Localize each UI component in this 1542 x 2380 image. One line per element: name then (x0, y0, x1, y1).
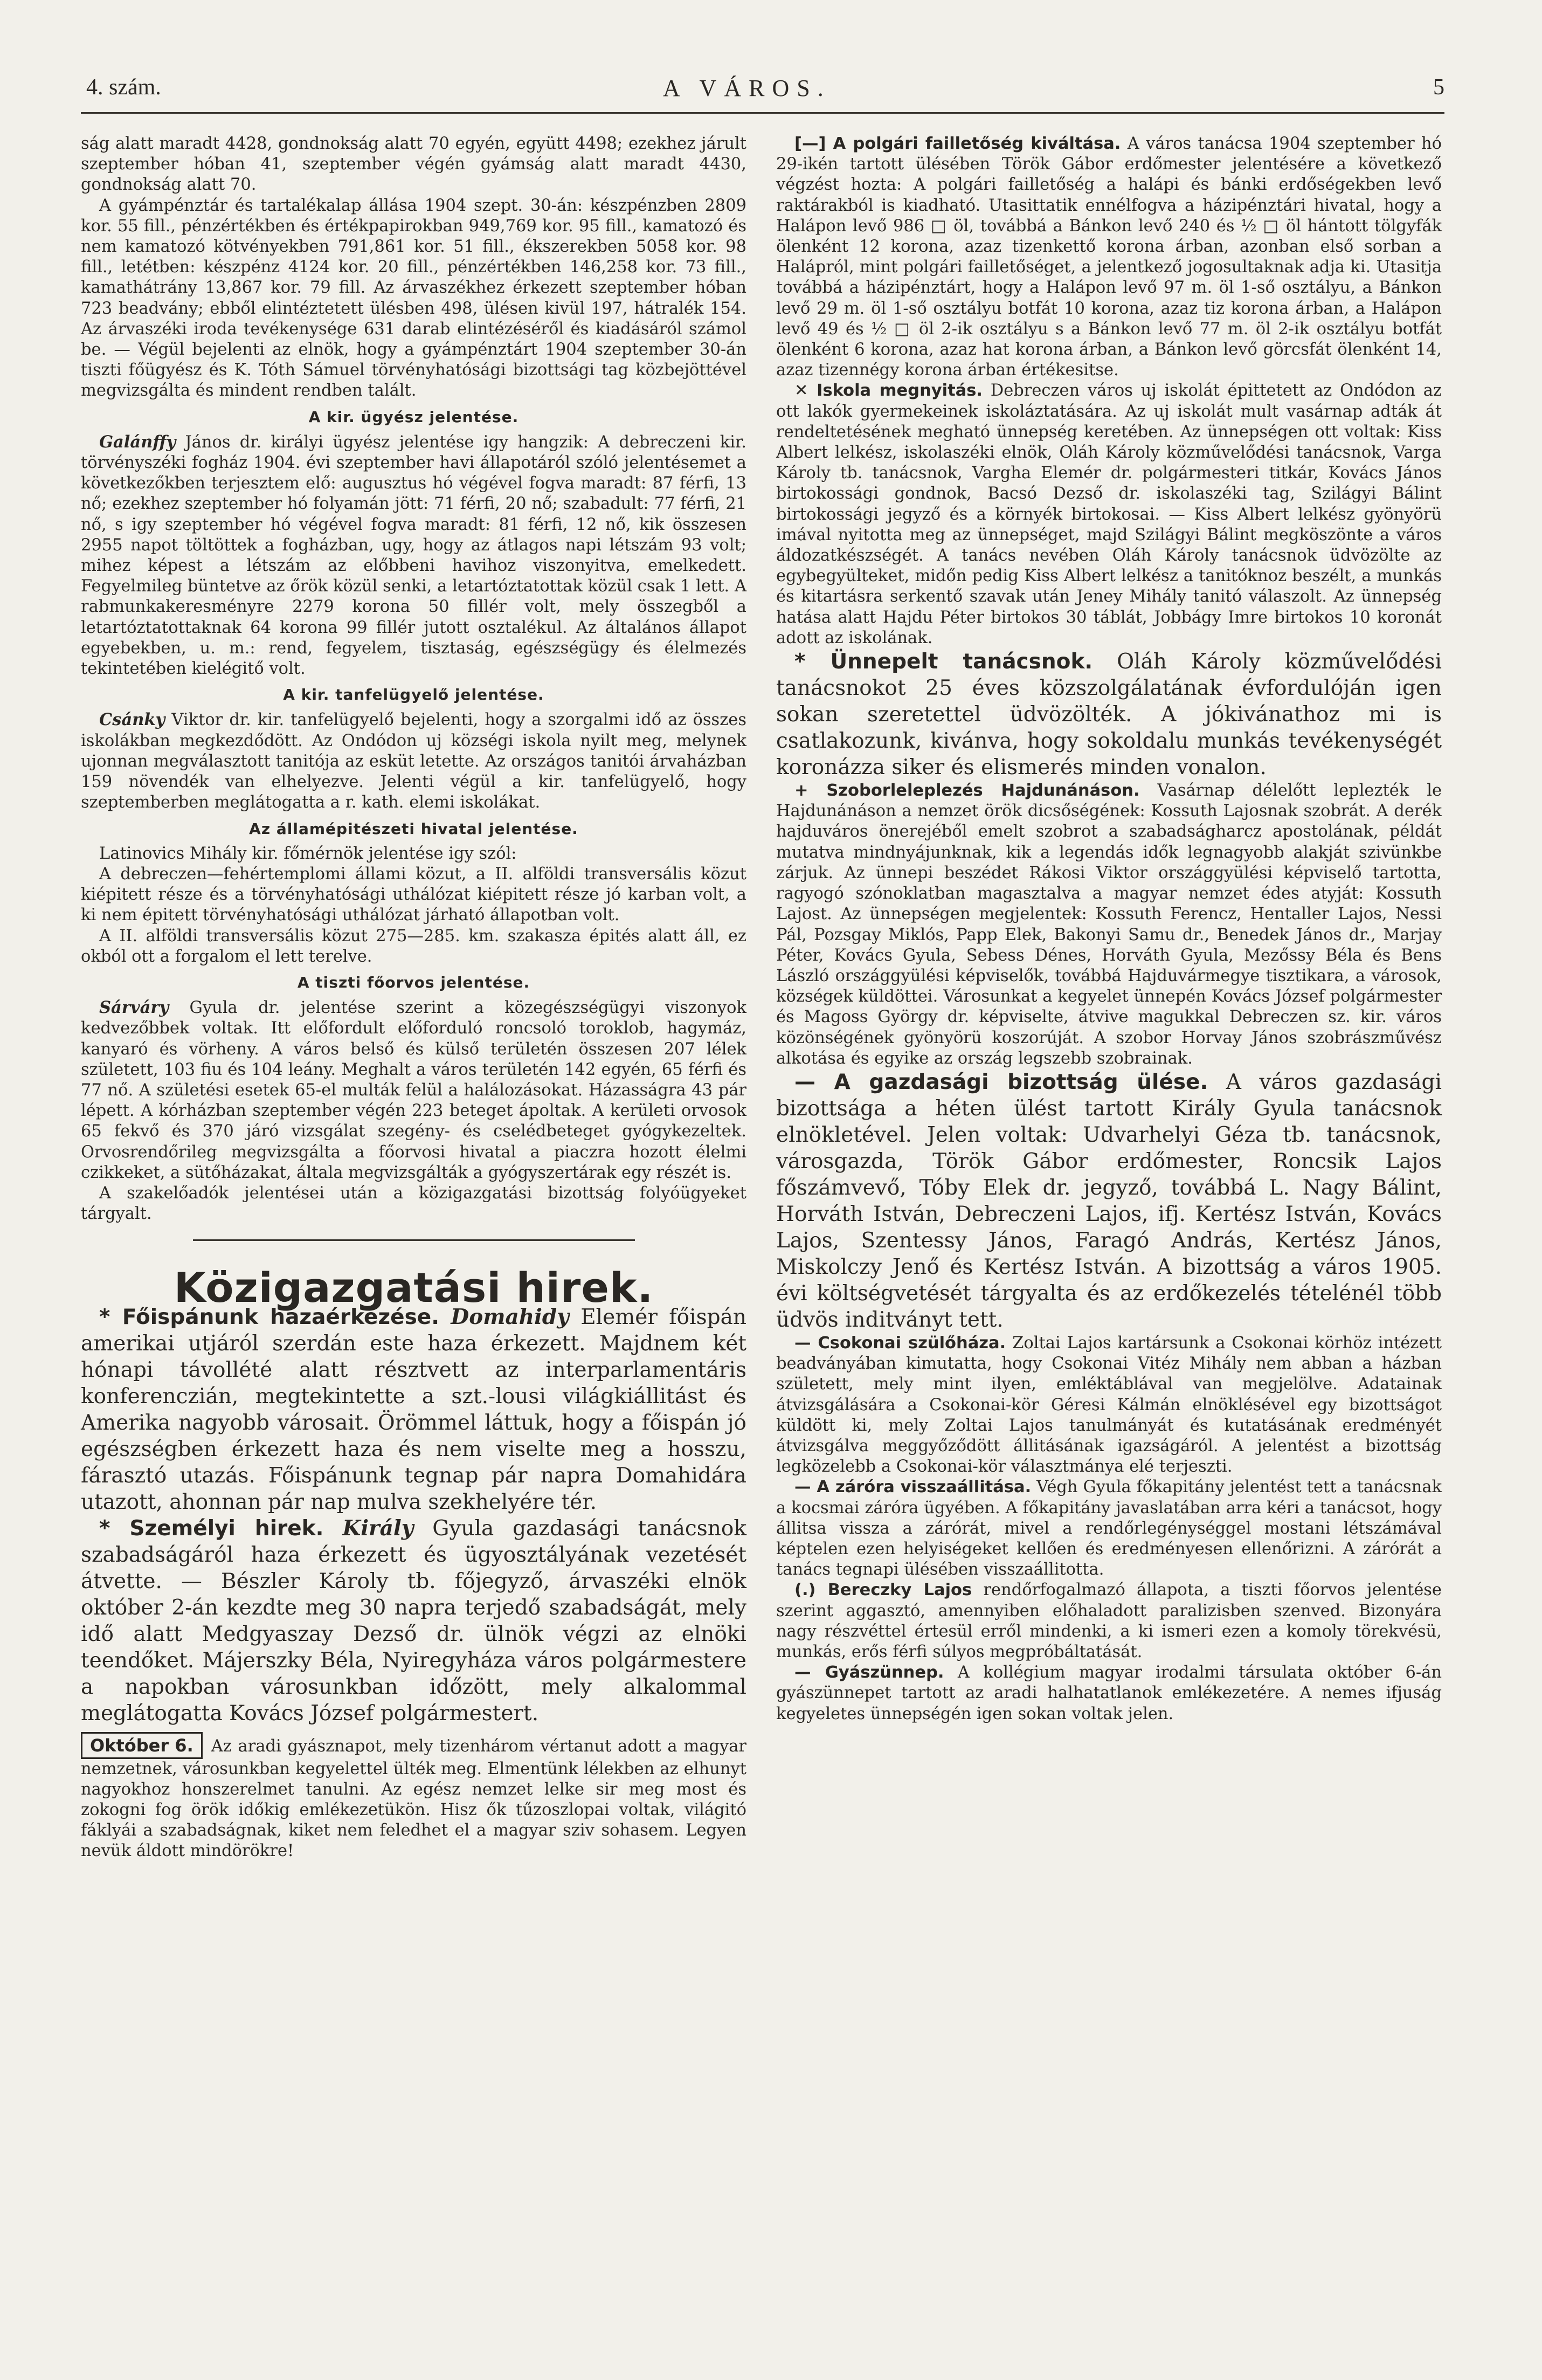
item-heading: * Főispánunk hazaérkezése. (99, 1305, 440, 1329)
section-heading: A tiszti főorvos jelentése. (297, 973, 530, 991)
paragraph (776, 1069, 1442, 1333)
right-column (776, 134, 1442, 1724)
paragraph-text: rendőrfogalmazó állapota, a tiszti főorvos jelentése szerint aggasztó, amennyiben előhaladott paralizisben szenved. Bizonyára nagy részvéttel értesül erről mindenki, a ki ismeri ezen a komoly törekvésü, munkás, erős férfi súlyos megpróbáltatását. (776, 1581, 1442, 1661)
masthead-title: A VÁROS. (663, 75, 831, 101)
paragraph (776, 649, 1442, 781)
paragraph: A szakelőadók jelentései után a közigazgatási bizottság folyóügyeket tárgyalt. (81, 1183, 746, 1224)
paragraph (81, 1515, 746, 1727)
divider (193, 1239, 635, 1241)
paragraph-text: János dr. királyi ügyész jelentése igy hangzik: A debreczeni kir. törvényszéki fogház 1904. évi szeptember havi állapotáról szóló jelentésemet a következőkben terjesztem elő: augusztus hó végével fogva maradt: 87 férfi, 13 nő; ezekhez szeptember hó folyamán jött: 71 férfi, 20 nő; szabadult: 77 férfi, 21 nő, s igy szeptember hó végével fogva maradt: 81 férfi, 12 nő, kik összesen 2955 napot töltöttek a fogházban, ugy, hogy az átlagos napi létszám 93 volt; mihez képest a létszám az előbbeni havihoz viszonyitva, emelkedett. Fegyelmileg büntetve az őrök közül senki, a letartóztatottak közül csak 1 lett. A rabmunkakeresményre 2279 korona 50 fillér volt, mely összegből a letartóztatottaknak 64 korona 99 fillér jutott osztalékul. Az általános állapot egyebekben, u. m.: rend, fegyelem, tisztaság, egészségügy és élelmezés tekintetében kielégitő volt. (81, 432, 746, 679)
paragraph-text: Elemér főispán amerikai utjáról szerdán este haza érkezett. Majdnem két hónapi távollété alatt résztvett az interparlamentáris konferenczián, megtekintette a szt.-lousi világkiállitást és Amerika nagyobb városait. Örömmel láttuk, hogy a főispán jó egészségben érkezett haza és nem viselte meg a hosszu, fárasztó utazás. Főispánunk tegnap pár napra Domahidára utazott, ahonnan pár nap mulva szekhelyére tér. (81, 1305, 746, 1514)
paragraph (776, 781, 1442, 1069)
item-heading: + Szoborleleplezés Hajdunánáson. (794, 781, 1140, 801)
paragraph-text: Debreczen város uj iskolát épittetett az Ondódon az ott lakók gyermekeinek iskoláztatására. Az uj iskolát mult vasárnap adták át rendeltetésének megható ünnepség keretében. Az ünnepségen ott voltak: Kiss Albert lelkész, iskolaszéki elnök, Oláh Károly közművelődési tanácsnok, Varga Károly tb. tanácsnok, Vargha Elemér dr. polgármesteri titkár, Kovács János birtokossági gondnok, Bacsó Dezső dr. iskolaszéki tag, Szilágyi Bálint birtokossági jegyző és a környék birtokosai. — Kiss Albert lelkész gyönyörü imával nyitotta meg az ünnepséget, majd Szilágyi Bálint megköszönte a város áldozatkészségét. A tanács nevében Oláh Károly tanácsnok üdvözölte az egybegyülteket, midőn pedig Kiss Albert lelkész a tanitóknoz beszélt, a munkás és kitartásra serkentő szavak után Jeney Mihály tanitó válaszolt. Az ünnepség hatása alatt Hajdu Péter birtokos 30 táblát, Jobbágy Imre birtokos 10 koronát adott az iskolának. (776, 381, 1442, 647)
paragraph-text: A város gazdasági bizottsága a héten ülést tartott Király Gyula tanácsnok elnökletével. Jelen voltak: Udvarhelyi Géza tb. tanácsnok, városgazda, Török Gábor erdőmester, Roncsik Lajos főszámvevő, Tóby Elek dr. jegyző, továbbá L. Nagy Bálint, Horváth István, Debreczeni Lajos, ifj. Kertész István, Kovács Lajos, Szentessy János, Faragó András, Kertész János, Miskolczy Jenő és Kertész István. A bizottság a város 1905. évi költségvetését tárgyalta és az erdőkezelés tételénél több üdvös inditványt tett. (776, 1070, 1442, 1332)
section-heading: A kir. tanfelügyelő jelentése. (283, 686, 544, 704)
paragraph: A debreczen—fehértemplomi állami közut, a II. alföldi transversális közut kiépitett része és a törvényhatósági uthálózat kiépitett része jó karban volt, a ki nem épitett törvényhatósági uthálózat járható állapotban volt. (81, 864, 746, 925)
name: Domahidy (451, 1304, 569, 1329)
paragraph (776, 134, 1442, 381)
section-title: Közigazgatási hirek. (174, 1264, 654, 1312)
paragraph-text: Végh Gyula főkapitány jelentést tett a tanácsnak a kocsmai záróra ügyében. A főkapitány javaslatában arra kéri a tanácsot, hogy állitsa vissza a zárórát, mivel a rendőrlegénységgel mostani létszámával képtelen ezen helyiségeket kellően és eredményesen ellenőrizni. A zárórát a tanács tegnapi ülésében visszaállitotta. (776, 1478, 1442, 1579)
section-heading: A kir. ügyész jelentése. (308, 408, 519, 426)
item-heading: * Személyi hirek. (99, 1516, 324, 1541)
item-heading: * Ünnepelt tanácsnok. (794, 650, 1093, 674)
page-header (81, 74, 1444, 112)
item-heading: — Gyászünnep. (794, 1663, 944, 1682)
name: Galánffy (99, 432, 176, 452)
paragraph-text: Az aradi gyásznapot, mely tizenhárom vértanut adott a magyar nemzetnek, városunkban kegyelettel ülték meg. Elmentünk lélekben az elhunyt nagyokhoz honszerelmet tanulni. Az egész nemzet lelke sir meg most és zokogni fog örök időkig emlékezetükön. Hisz ők tűzoszlopai voltak, világitó fáklyái a szabadságnak, kiket nem feledhet el a magyar sziv sohasem. Legyen nevük áldott mindörökre! (81, 1736, 746, 1861)
item-heading: — A gazdasági bizottság ülése. (794, 1070, 1208, 1094)
issue-number: 4. szám. (86, 75, 161, 100)
paragraph: ság alatt maradt 4428, gondnokság alatt 70 egyén, együtt 4498; ezekhez járult szeptember hóban 41, szeptember végén gyámság alatt maradt 4430, gondnokság alatt 70. (81, 134, 746, 195)
item-heading: — A záróra visszaállitása. (794, 1478, 1032, 1497)
page-number: 5 (1433, 75, 1444, 100)
left-column (81, 134, 746, 1862)
paragraph-text: A kollégium magyar irodalmi társulata október 6-án gyászünnepet tartott az aradi halhatatlanok emlékezetére. A nemes ifjuság kegyeletes ünnepségén igen sokan voltak jelen. (776, 1663, 1442, 1723)
paragraph: Latinovics Mihály kir. főmérnök jelentése igy szól: (99, 844, 517, 863)
item-heading: [—] A polgári failletőség kiváltása. (794, 134, 1121, 153)
section-heading: Az államépitészeti hivatal jelentése. (249, 819, 578, 838)
paragraph-text: A város tanácsa 1904 szeptember hó 29-ikén tartott ülésében Török Gábor erdőmester jelentésére a következő végzést hozta: A polgári failletőség a halápi és bánki erdőségekben levő raktárakból is kiadható. Utasittatik ennélfogva a házipénztári hivatal, hogy a Halápon levő 986 □ öl, továbbá a Bánkon levő 240 és ½ □ öl hántott tölgyfák ölenként 12 korona, azaz tizenkettő korona árban, azonban első sorban a Halápról, mint polgári failletőséget, a jelentkező jogosultaknak adja ki. Utasitja továbbá a házipénztárt, hogy a Halápon levő 97 m. öl 1-ső osztályu, a Bánkon levő 29 m. öl 1-ső osztályu botfát 10 korona, azaz tiz korona árban, a Halápon levő 49 és ½ □ öl 2-ik osztályu s a Bánkon levő 77 m. öl 2-ik osztályu botfát ölenként 6 korona, azaz hat korona árban, a Bánkon levő görcsfát ölenként 14, azaz tizennégy korona árban értékesitse. (776, 134, 1442, 380)
paragraph (776, 1662, 1442, 1724)
name: Csánky (99, 710, 165, 730)
paragraph (776, 1580, 1442, 1662)
name: Sárváry (99, 998, 169, 1018)
paragraph (776, 1333, 1442, 1477)
item-heading: — Csokonai szülőháza. (794, 1333, 1006, 1353)
paragraph-text: Viktor dr. kir. tanfelügyelő bejelenti, hogy a szorgalmi idő az összes iskolákban megkezdődött. Az Ondódon uj községi iskola nyilt meg, melynek ujonnan megválasztott tanitója az esküt letette. Az országos tanitói árvaházban 159 növendék van elhelyezve. Jelenti végül a kir. tanfelügyelő, hogy szeptemberben meglátogatta a r. kath. elemi iskolákat. (81, 710, 746, 812)
paragraph (81, 997, 746, 1183)
paragraph (81, 1732, 746, 1862)
paragraph (81, 432, 746, 679)
paragraph-text: Gyula gazdasági tanácsnok szabadságáról haza érkezett és ügyosztályának vezetését átvette. — Bészler Károly tb. főjegyző, árvaszéki elnök október 2-án kezdte meg 30 napra terjedő szabadságát, mely idő alatt Medgyaszay Dezső dr. ülnök végzi az elnöki teendőket. Májerszky Béla, Nyiregyháza város polgármestere a napokban városunkban időzött, mely alkalommal meglátogatta Kovács József polgármestert. (81, 1516, 746, 1726)
paragraph (81, 709, 746, 813)
name: Király (342, 1515, 414, 1541)
paragraph-text: Oláh Károly közművelődési tanácsnokot 25 éves közszolgálatának évfordulóján igen sokan szeretettel üdvözölték. A jókivánathoz mi is csatlakozunk, kivánva, hogy sokoldalu munkás tevékenységét koronázza siker és elismerés minden vonalon. (776, 650, 1442, 780)
paragraph (81, 1304, 746, 1515)
date-box: Október 6. (81, 1732, 203, 1759)
paragraph: A II. alföldi transversális közut 275—285. km. szakasza épités alatt áll, ez okból ott a forgalom el lett terelve. (81, 926, 746, 966)
header-rule (81, 112, 1444, 114)
item-heading: ✕ Iskola megnyitás. (794, 381, 983, 401)
paragraph (776, 381, 1442, 649)
paragraph-text: Vasárnap délelőtt leplezték le Hajdunánáson a nemzet örök dicsőségének: Kossuth Lajosnak szobrát. A derék hajduváros önerejéből emelt szobrot a szabadságharcz apostolának, példát mutatva mindnyájunknak, kik a legendás idők legnagyobb alakját szivünkbe zárjuk. Az ünnepi beszédet Rákosi Viktor országgyülési képviselő tartotta, ragyogó szónoklatban magasztalva a magyar nemzet édes atyját: Kossuth Lajost. Az ünnepségen megjelentek: Kossuth Ferencz, Hentaller Lajos, Nessi Pál, Pozsgay Miklós, Papp Elek, Bakonyi Samu dr., Benedek János dr., Marjay Péter, Kovács Gyula, Sebess Dénes, Horváth Gyula, Mezőssy Béla és Bens László országgyülési képviselők, továbbá Hajduvármegye tisztikara, a városok, községek küldöttei. Városunkat a kegyelet ünnepén Kovács József polgármester és Magoss György dr. képviselte, átvive magukkal Debreczen sz. kir. város közönségének gyönyörü koszorúját. A szobor Horvay János szobrászművész alkotása és egyike az ország legszebb szobrainak. (776, 781, 1442, 1068)
paragraph-text: Gyula dr. jelentése szerint a közegészségügyi viszonyok kedvezőbbek voltak. Itt előfordult előforduló roncsoló toroklob, hagymáz, kanyaró és vörheny. A város belső és külső területén összesen 207 lélek született, 103 fiu és 104 leány. Meghalt a város területén 142 egyén, 65 férfi és 77 nő. A születési esetek 65-el multák felül a halálozásokat. Házasságra 43 pár lépett. A kórházban szeptember végén 223 beteget ápoltak. A kerületi orvosok 65 fekvő és 370 járó vizsgálat szegény- és cselédbeteget gyógykezeltek. Orvosrendőrileg megvizsgálta a főorvosi hivatal a piaczra hozott élelmi czikkeket, a sütőházakat, általa megvizsgálták a gyógyszertárak egy részét is. (81, 998, 746, 1182)
paragraph-text: Zoltai Lajos kartársunk a Csokonai körhöz intézett beadványában kimutatta, hogy Csokonai Vitéz Mihály nem abban a házban született, mely mint ilyen, emléktáblával van megjelölve. Adatainak átvizsgálására a Csokonai-kör Géresi Kálmán elnöklésével egy bizottságot küldött ki, mely Zoltai Lajos tanulmányát és kutatásának eredményét átvizsgálva meggyőződött állitásának igazságáról. A jelentést a bizottság legközelebb a Csokonai-kör választmánya elé terjeszti. (776, 1333, 1442, 1477)
paragraph (776, 1477, 1442, 1580)
paragraph: A gyámpénztár és tartalékalap állása 1904 szept. 30-án: készpénzben 2809 kor. 55 fill., pénzértékben és értékpapirokban 949,769 kor. 95 fill., kamatozó és nem kamatozó kötvényekben 791,861 kor. 51 fill., ékszerekben 5058 kor. 98 fill., letétben: készpénz 4124 kor. 20 fill., pénzértékben 146,258 kor. 73 fill., kamathátrány 13,867 kor. 79 fill. Az árvaszékhez érkezett szeptember hóban 723 beadvány; ebből elintéztetett ülésben 498, ülésen kivül 197, hátralék 154. Az árvaszéki iroda tevékenysége 631 darab elintézéséről és kiadásáról számol be. — Végül bejelenti az elnök, hogy a gyámpénztárt 1904 szeptember 30-án tiszti főügyész és K. Tóth Sámuel törvényhatósági bizottsági tag közbejöttével megvizsgálta és mindent rendben talált. (81, 196, 746, 401)
item-heading: (.) Bereczky Lajos (794, 1581, 972, 1600)
